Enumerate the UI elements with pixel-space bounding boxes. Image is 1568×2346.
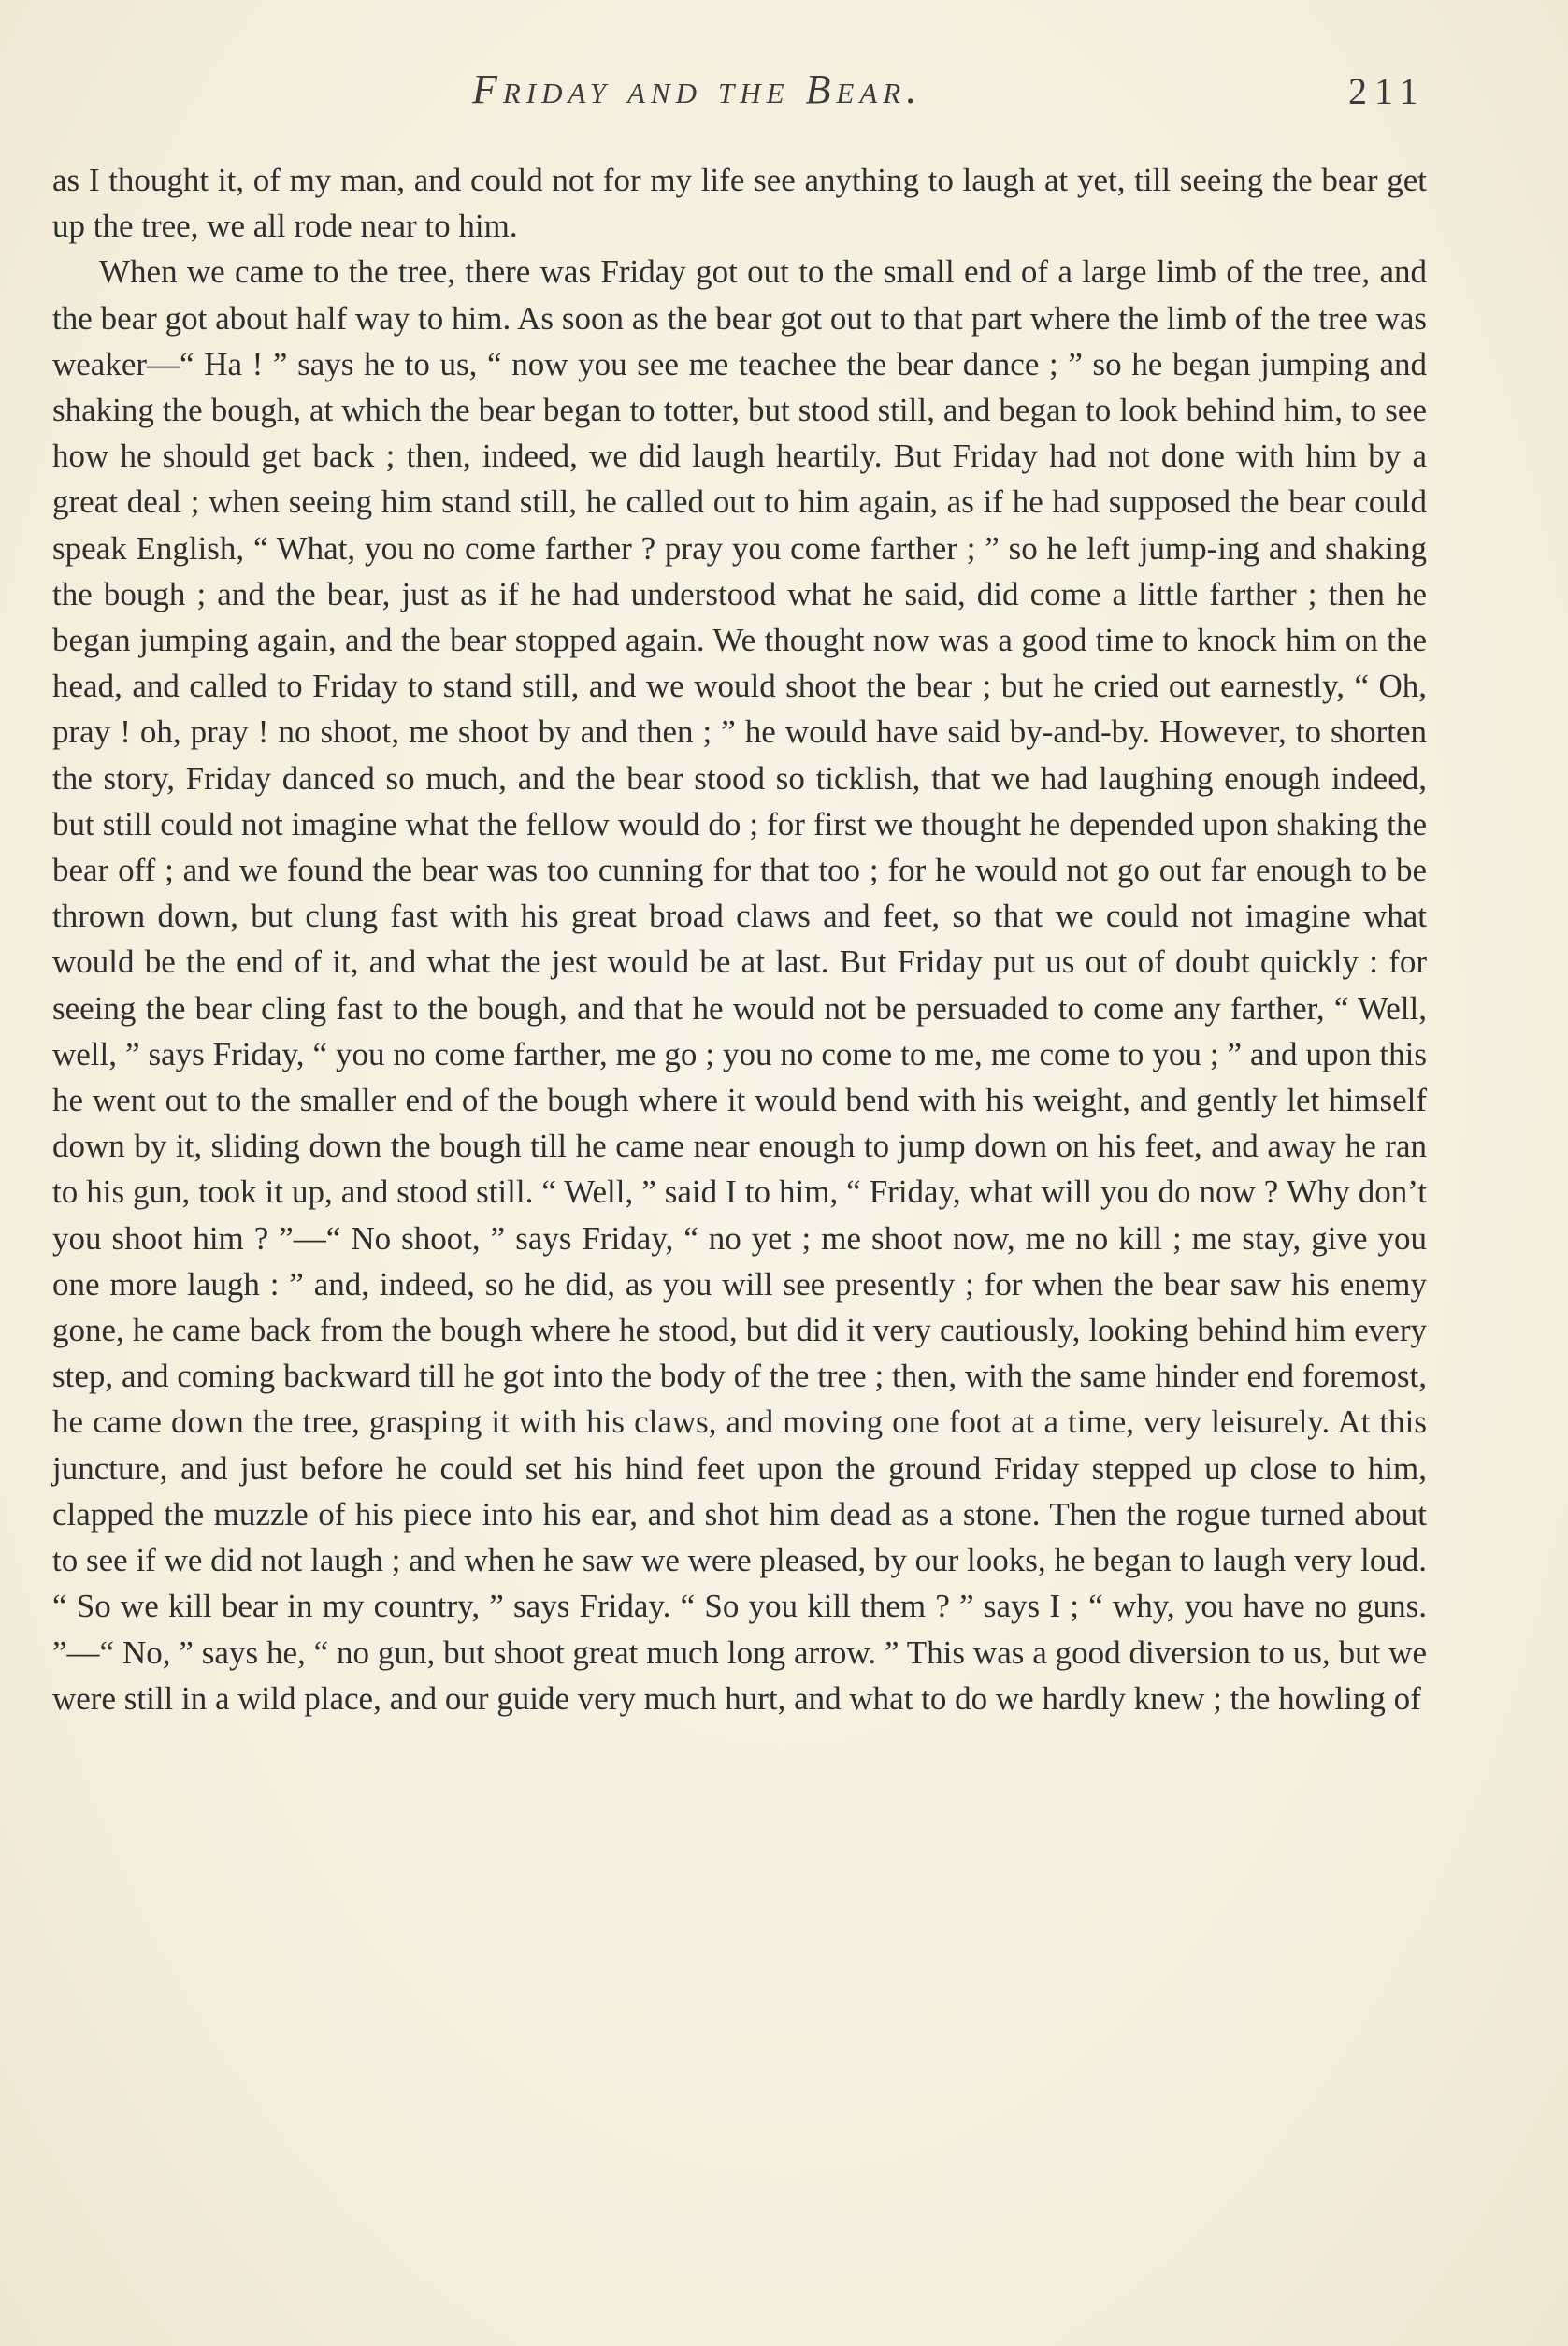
running-title: Friday and the Bear. [472,66,923,112]
paragraph: When we came to the tree, there was Friday got out to the small end of a large limb of the tree, and the bear got about half way to him. As soon as the bear got out to that part where the limb of the tree was weaker—“ Ha ! ” says he to us, “ now you see me teachee the bear dance ; ” so he began jumping and shaking the bough, at which the bear began to totter, but stood still, and began to look behind him, to see how he should get back ; then, indeed, we did laugh heartily. But Friday had not done with him by a great deal ; when seeing him stand still, he called out to him again, as if he had supposed the bear could speak English, “ What, you no come farther ? pray you come farther ; ” so he left jump-ing and shaking the bough ; and the bear, just as if he had understood what he said, did come a little farther ; then he began jumping again, and the bear stopped again. We thought now was a good time to knock him on the head, and called to Friday to stand still, and we would shoot the bear ; but he cried out earnestly, “ Oh, pray ! oh, pray ! no shoot, me shoot by and then ; ” he would have said by-and-by. However, to shorten the story, Friday danced so much, and the bear stood so ticklish, that we had laughing enough indeed, but still could not imagine what the fellow would do ; for first we thought he depended upon shaking the bear off ; and we found the bear was too cunning for that too ; for he would not go out far enough to be thrown down, but clung fast with his great broad claws and feet, so that we could not imagine what would be the end of it, and what the jest would be at last. But Friday put us out of doubt quickly : for seeing the bear cling fast to the bough, and that he would not be persuaded to come any farther, “ Well, well, ” says Friday, “ you no come farther, me go ; you no come to me, me come to you ; ” and upon this he went out to the smaller end of the bough where it would bend with his weight, and gently let himself down by it, sliding down the bough till he came near enough to jump down on his feet, and away he ran to his gun, took it up, and stood still. “ Well, ” said I to him, “ Friday, what will you do now ? Why don’t you shoot him ? ”—“ No shoot, ” says Friday, “ no yet ; me shoot now, me no kill ; me stay, give you one more laugh : ” and, indeed, so he did, as you will see presently ; for when the bear saw his enemy gone, he came back from the bough where he stood, but did it very cautiously, looking behind him every step, and coming backward till he got into the body of the tree ; then, with the same hinder end foremost, he came down the tree, grasping it with his claws, and moving one foot at a time, very leisurely. At this juncture, and just before he could set his hind feet upon the ground Friday stepped up close to him, clapped the muzzle of his piece into his ear, and shot him dead as a stone. Then the rogue turned about to see if we did not laugh ; and when he saw we were pleased, by our looks, he began to laugh very loud. “ So we kill bear in my country, ” says Friday. “ So you kill them ? ” says I ; “ why, you have no guns. ”—“ No, ” says he, “ no gun, but shoot great much long arrow. ” This was a good diversion to us, but we were still in a wild place, and our guide very much hurt, and what to do we hardly knew ; the howling of [52,253,1427,1717]
paragraph-continued: as I thought it, of my man, and could not for my life see anything to laugh at yet, till seeing the bear get up the tree, we all rode near to him. [52,162,1427,245]
page-number: 211 [1348,70,1426,112]
body-text [52,157,1427,1721]
running-head [0,65,1568,131]
